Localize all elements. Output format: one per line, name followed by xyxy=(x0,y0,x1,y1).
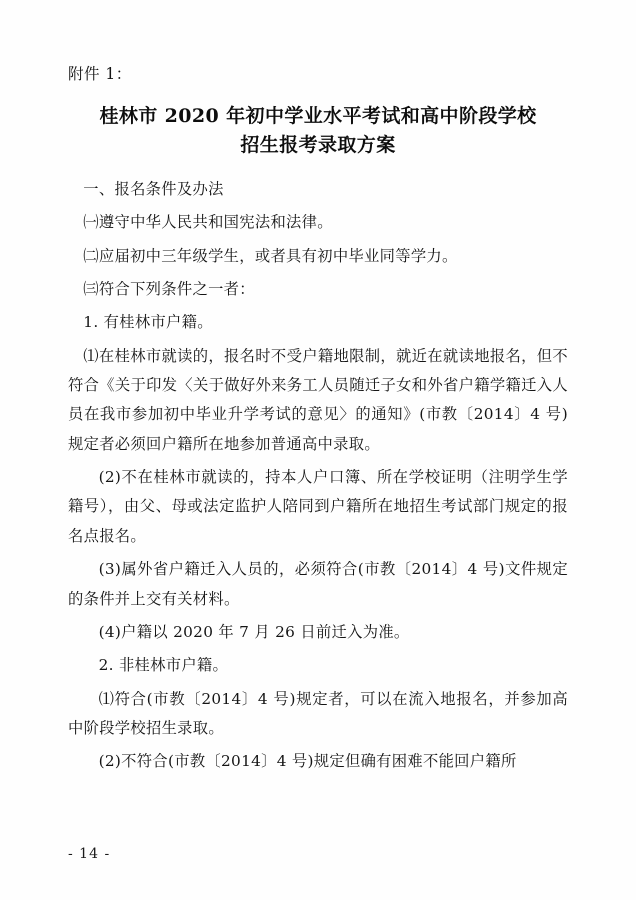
document-body xyxy=(68,175,568,777)
section-heading-1: 一、报名条件及办法 xyxy=(83,179,224,198)
paragraph-6: ⑴在桂林市就读的，报名时不受户籍地限制，就近在就读地报名，但不符合《关于印发〈关于做好外来务工人员随迁子女和外省户籍学籍迁入人员在我市参加初中毕业升学考试的意见〉的通知》(市教〔2014〕4 号)规定者必须回户籍所在地参加普通高中录取。 xyxy=(68,346,568,453)
paragraph-12: (2)不符合(市教〔2014〕4 号)规定但确有困难不能回户籍所 xyxy=(98,752,517,771)
paragraph-4: ㈢符合下列条件之一者： xyxy=(83,279,255,298)
page-title-line-1: 桂林市 2020 年初中学业水平考试和高中阶段学校 xyxy=(99,105,537,127)
paragraph-8: (3)属外省户籍迁入人员的，必须符合(市教〔2014〕4 号)文件规定的条件并上交有关材料。 xyxy=(68,560,568,608)
paragraph-2: ㈠遵守中华人民共和国宪法和法律。 xyxy=(83,213,333,232)
paragraph-9: (4)户籍以 2020 年 7 月 26 日前迁入为准。 xyxy=(98,622,410,641)
page-title-line-2: 招生报考录取方案 xyxy=(240,134,396,157)
attachment-label: 附件 1： xyxy=(68,65,132,83)
paragraph-11: ⑴符合(市教〔2014〕4 号)规定者，可以在流入地报名，并参加高中阶段学校招生录取。 xyxy=(68,689,568,737)
page-number: - 14 - xyxy=(68,846,111,862)
paragraph-5: 1. 有桂林市户籍。 xyxy=(83,313,213,332)
paragraph-10: 2. 非桂林市户籍。 xyxy=(98,656,229,675)
paragraph-3: ㈡应届初中三年级学生，或者具有初中毕业同等学力。 xyxy=(83,246,458,265)
page-title xyxy=(88,102,548,161)
document-content xyxy=(68,62,568,781)
paragraph-7: (2)不在桂林市就读的，持本人户口簿、所在学校证明（注明学生学籍号），由父、母或法定监护人陪同到户籍所在地招生考试部门规定的报名点报名。 xyxy=(68,468,568,545)
